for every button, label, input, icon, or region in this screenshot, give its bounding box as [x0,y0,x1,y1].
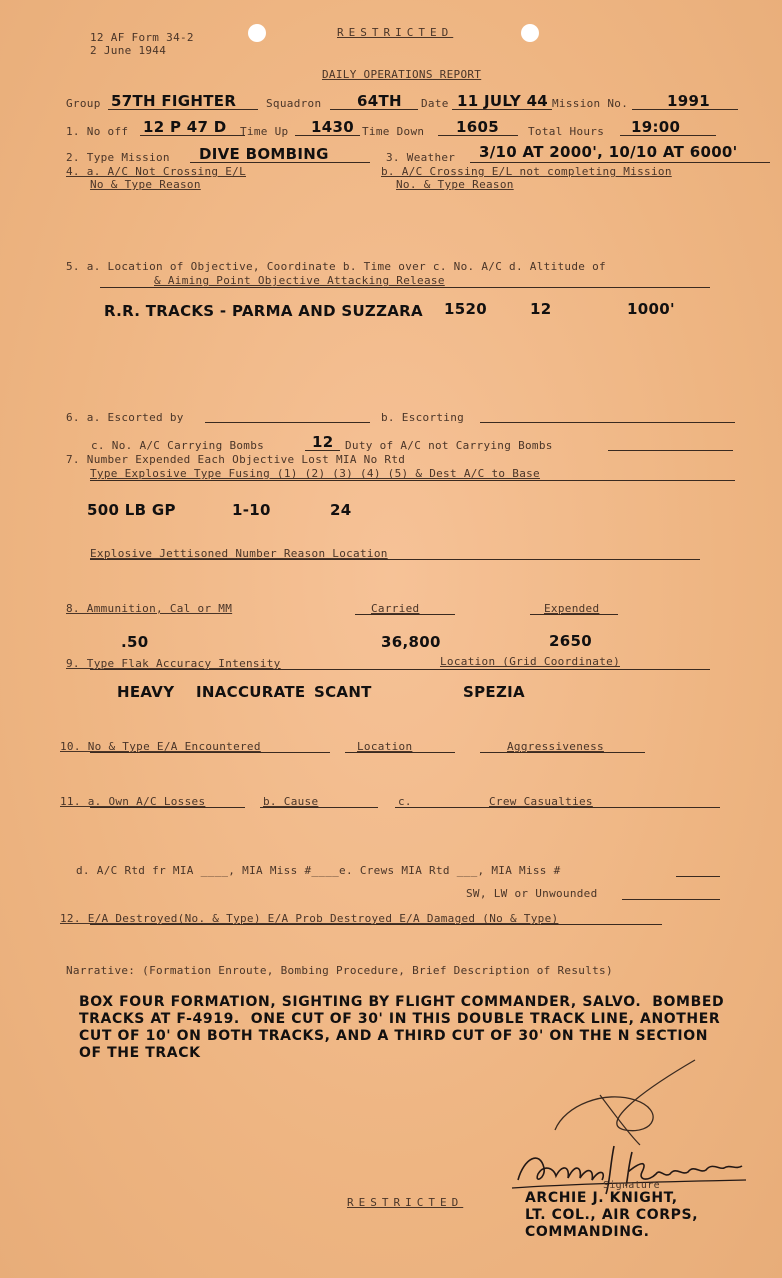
punch-hole-left [248,24,266,42]
l4a-sub: No & Type Reason [90,178,201,191]
ac-carrying-bombs-value: 12 [312,433,334,451]
l7-sub: Type Explosive Type Fusing (1) (2) (3) (4) (5) & Dest A/C to Base [90,467,540,480]
no-off-value: 12 P 47 D [143,118,227,136]
l11-d-label: d. A/C Rtd fr MIA ____, MIA Miss #____e. Crews MIA Rtd ___, MIA Miss # [76,864,561,877]
l11-crew-label: Crew Casualties [489,795,593,808]
weather-value: 3/10 AT 2000', 10/10 AT 6000' [479,143,738,161]
l6b-label: b. Escorting [381,411,465,424]
time-over-value: 1520 [444,300,487,318]
l3-label: 3. Weather [386,151,456,164]
classification-top: RESTRICTED [337,26,454,39]
fusing-value: 1-10 [232,501,271,519]
l8-label: 8. Ammunition, Cal or MM [66,602,233,615]
l4b-label: b. A/C Crossing E/L not completing Mission [381,165,672,178]
squadron-value: 64TH [357,92,402,110]
narrative-text: BOX FOUR FORMATION, SIGHTING BY FLIGHT COMMANDER, SALVO. BOMBED TRACKS AT F-4919. ONE CUT OF 30' IN THIS DOUBLE TRACK LINE, ANOTHER CUT OF 10' ON BOTH TRACKS, AND A THIRD CUT OF 30' ON THE N SECTION OF THE TRACK [79,994,725,1061]
flak-intensity-value: SCANT [314,683,372,701]
l4b-sub: No. & Type Reason [396,178,514,191]
date-value: 11 JULY 44 [457,92,549,110]
form-date: 2 June 1944 [90,44,167,57]
time-up-value: 1430 [311,118,354,136]
ac-attacking-value: 12 [530,300,552,318]
time-up-label: Time Up [240,125,289,138]
total-hours-value: 19:00 [631,118,681,136]
type-mission-value: DIVE BOMBING [199,145,329,163]
l10-location-label: Location [357,740,413,753]
explosive-type-value: 500 LB GP [87,501,176,519]
ammo-carried-value: 36,800 [381,633,441,651]
l1-label: 1. No off [66,125,129,138]
l7-jettisoned-label: Explosive Jettisoned Number Reason Location [90,547,388,560]
signer-role: COMMANDING. [525,1224,650,1240]
flak-accuracy-value: INACCURATE [196,683,306,701]
l5-label: 5. a. Location of Objective, Coordinate b. Time over c. No. A/C d. Altitude of [66,260,606,273]
classification-bottom: RESTRICTED [347,1196,464,1209]
l8-expended-label: Expended [544,602,600,615]
l8-carried-label: Carried [371,602,420,615]
punch-hole-right [521,24,539,42]
l11-c-label: c. [398,795,412,808]
ammo-cal-value: .50 [121,633,149,651]
l6c-duty-label: Duty of A/C not Carrying Bombs [345,439,553,452]
l11-sw-label: SW, LW or Unwounded [466,887,598,900]
l7-label: 7. Number Expended Each Objective Lost MIA No Rtd [66,453,406,466]
time-down-label: Time Down [362,125,425,138]
squadron-label: Squadron [266,97,322,110]
l10-label: 10. No & Type E/A Encountered [60,740,261,753]
report-title: DAILY OPERATIONS REPORT [322,68,482,81]
l11-label: 11. a. Own A/C Losses [60,795,206,808]
l11-cause-label: b. Cause [263,795,319,808]
flak-type-value: HEAVY [117,683,175,701]
group-label: Group [66,97,101,110]
l5-sub: & Aiming Point Objective Attacking Release [154,274,445,287]
number-expended-value: 24 [330,501,352,519]
ammo-expended-value: 2650 [549,632,592,650]
l6a-label: 6. a. Escorted by [66,411,184,424]
l9-location-label: Location (Grid Coordinate) [440,655,620,668]
l2-label: 2. Type Mission [66,151,170,164]
l9-label: 9. Type Flak Accuracy Intensity [66,657,281,670]
form-id: 12 AF Form 34-2 [90,31,194,44]
signer-rank: LT. COL., AIR CORPS, [525,1207,699,1223]
l10-aggressiveness-label: Aggressiveness [507,740,604,753]
mission-label: Mission No. [552,97,629,110]
l4a-label: 4. a. A/C Not Crossing E/L [66,165,246,178]
group-value: 57TH FIGHTER [111,92,237,110]
l12-label: 12. E/A Destroyed(No. & Type) E/A Prob Destroyed E/A Damaged (No & Type) [60,912,559,925]
date-label: Date [421,97,449,110]
objective-value: R.R. TRACKS - PARMA AND SUZZARA [104,302,423,320]
signer-name: ARCHIE J. KNIGHT, [525,1190,678,1206]
l6c-label: c. No. A/C Carrying Bombs [91,439,265,452]
altitude-value: 1000' [627,300,675,318]
handwritten-mark [545,1055,715,1150]
mission-value: 1991 [667,92,710,110]
time-down-value: 1605 [456,118,499,136]
signature-label: Signature [603,1180,660,1191]
flak-location-value: SPEZIA [463,683,525,701]
total-hours-label: Total Hours [528,125,605,138]
narrative-label: Narrative: (Formation Enroute, Bombing Procedure, Brief Description of Results) [66,964,613,977]
